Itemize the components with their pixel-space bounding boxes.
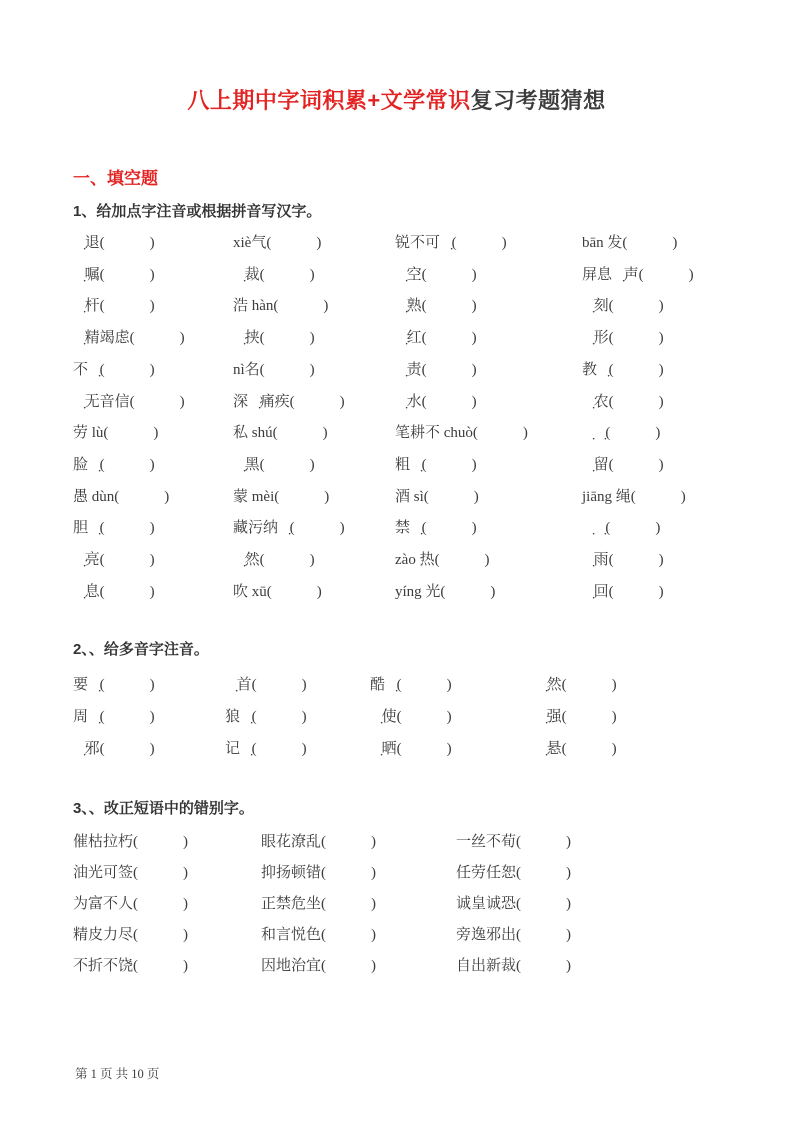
title-black-segment: 复习考题猜想 (470, 88, 606, 113)
word-item: 差̣使( ) (370, 709, 452, 725)
word-item: 绯̣红( ) (395, 330, 477, 347)
word-item: nì名( ) (233, 361, 315, 378)
word-item: 不折不饶( ) (73, 958, 188, 974)
word-item: 溺̣水( ) (395, 393, 477, 410)
word-item: 溃̣退( ) (73, 235, 155, 251)
word-item: 酷似̣( ) (370, 677, 452, 693)
word-item: 自出新裁( ) (456, 958, 571, 974)
word-item: 倔̣强( ) (535, 709, 617, 725)
word-item: 任劳任恕( ) (456, 865, 571, 881)
word-item: 屏息敛̣声( ) (582, 266, 694, 283)
word-item: 悄̣然( ) (535, 677, 617, 693)
word-item: 抑扬顿错( ) (261, 865, 376, 881)
word-item: 蒙 mèi( ) (233, 488, 330, 505)
word-item: 教诲̣( ) (582, 361, 664, 378)
word-item: 佃̣农( ) (582, 393, 664, 410)
question-1-label: 1、给加点字注音或根据拼音写汉字。 (73, 203, 322, 220)
word-item: 不逊̣( ) (73, 361, 155, 378)
question-2-label: 2、、给多音字注音。 (73, 641, 209, 658)
word-item: 盎̣然( ) (233, 552, 315, 569)
word-item: 旁逸邪出( ) (456, 927, 571, 943)
word-item: 诚皇诚恐( ) (456, 896, 571, 912)
word-item: 愚 dùn( ) (73, 488, 170, 505)
word-item: bān 发( ) (582, 235, 678, 251)
word-item: 周济̣( ) (73, 709, 155, 725)
word-item: 和言悦色( ) (261, 927, 376, 943)
word-item: 笔耕不 chuò( ) (395, 425, 528, 442)
word-item: 精皮力尽( ) (73, 927, 188, 943)
word-item: 正禁危坐( ) (261, 896, 376, 912)
word-item: yíng 光( ) (395, 583, 496, 600)
word-item: 滞̣留( ) (582, 456, 664, 473)
word-item: 畸̣形( ) (582, 330, 664, 347)
word-item: 浩 hàn( ) (233, 298, 329, 315)
word-item: 窒̣息( ) (73, 583, 155, 600)
word-item: 迂̣回( ) (582, 583, 664, 600)
word-item: 辟̣邪( ) (73, 741, 155, 757)
word-item: 催枯拉朽( ) (73, 834, 188, 850)
word-item: 仲̣裁( ) (233, 266, 315, 283)
word-item: 油光可签( ) (73, 865, 188, 881)
page-number: 第 1 页 共 10 页 (75, 1067, 160, 1081)
word-item: 桅̣杆( ) (73, 298, 155, 315)
title-red-segment: 八上期中字词积累+文学常识 (187, 88, 471, 113)
word-item: 胆怯̣( ) (73, 520, 155, 537)
word-item: 记载̣( ) (225, 741, 307, 757)
word-item: 脸颊̣( ) (73, 456, 155, 473)
word-item: 眼花潦乱( ) (261, 834, 376, 850)
word-item: zào 热( ) (395, 552, 490, 569)
word-item: 诘̣责( ) (395, 361, 477, 378)
word-item: 粗糙̣( ) (395, 456, 477, 473)
word-item: 禁锢̣( ) (395, 520, 477, 537)
question-3-word-grid (73, 827, 703, 982)
word-item: 吹 xū( ) (233, 583, 322, 600)
word-item: 殚̣精竭虑( ) (73, 330, 185, 347)
word-item: 一丝不荀( ) (456, 834, 571, 850)
word-item: 劳 lù( ) (73, 425, 159, 442)
question-2-word-grid (73, 669, 723, 765)
word-item: 娴̣熟( ) (395, 298, 477, 315)
word-item: 私 shú( ) (233, 425, 328, 442)
word-item: 骤̣雨( ) (582, 552, 664, 569)
word-item: jiāng 绳( ) (582, 488, 686, 505)
word-item: 侏̣儒̣( ) (582, 520, 661, 537)
word-item: 倒̣悬( ) (535, 741, 617, 757)
section-1-heading: 一、填空题 (73, 169, 158, 188)
word-item: 锐不可当̣( ) (395, 235, 507, 251)
word-item: 黝̣黑( ) (233, 456, 315, 473)
question-1-word-grid (73, 228, 741, 608)
word-item: 裹̣挟( ) (233, 330, 315, 347)
question-3-label: 3、、改正短语中的错别字。 (73, 800, 254, 817)
word-item: 翘̣首( ) (225, 677, 307, 693)
word-item: 妯̣娌̣( ) (582, 425, 661, 442)
word-item: 因地治宜( ) (261, 958, 376, 974)
word-item: 凌̣空( ) (395, 266, 477, 283)
word-item: 锃̣亮( ) (73, 552, 155, 569)
word-item: 杳̣无音信( ) (73, 393, 185, 410)
word-item: 镌̣刻( ) (582, 298, 664, 315)
word-item: xiè气( ) (233, 235, 322, 251)
word-item: 暴̣晒( ) (370, 741, 452, 757)
word-item: 藏污纳垢̣( ) (233, 520, 345, 537)
word-item: 狼藉̣( ) (225, 709, 307, 725)
word-item: 酒 sì( ) (395, 488, 479, 505)
word-item: 遗̣嘱( ) (73, 266, 155, 283)
word-item: 要塞̣( ) (73, 677, 155, 693)
document-title (0, 86, 793, 116)
word-item: 为富不人( ) (73, 896, 188, 912)
word-item: 深恶̣痛疾( ) (233, 393, 345, 410)
